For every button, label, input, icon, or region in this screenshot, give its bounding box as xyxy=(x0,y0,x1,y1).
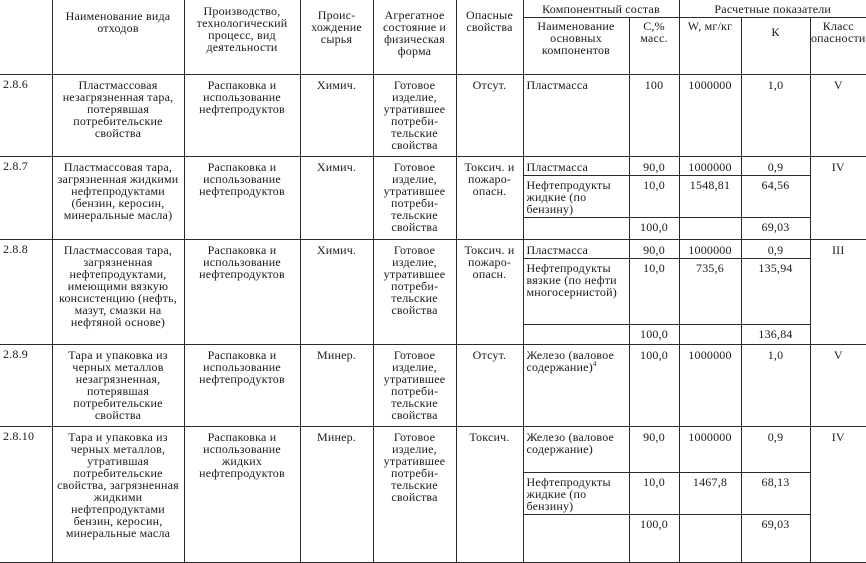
total-concentration: 100,0 xyxy=(629,515,679,563)
header-w: W, мг/кг xyxy=(679,18,741,75)
component-name: Пластмасса xyxy=(523,240,629,259)
row-number: 2.8.10 xyxy=(0,427,52,563)
row-origin: Химич. xyxy=(300,75,373,157)
header-component-name: Наименование основных компонентов xyxy=(523,18,629,75)
header-hazard: Опасные свойства xyxy=(456,0,523,75)
row-process: Распаковка и использование нефтепродуктов xyxy=(184,157,300,240)
component-k: 0,9 xyxy=(741,427,810,473)
row-hazard-class: V xyxy=(810,75,866,157)
header-state: Агрегатное состояние и физическая форма xyxy=(373,0,456,75)
row-process: Распаковка и использование нефтепродуктов xyxy=(184,75,300,157)
component-concentration: 10,0 xyxy=(629,259,679,325)
component-w: 1548,81 xyxy=(679,176,741,218)
row-number: 2.8.6 xyxy=(0,75,52,157)
component-k: 1,0 xyxy=(741,75,810,157)
component-w: 1467,8 xyxy=(679,473,741,515)
component-w: 1000000 xyxy=(679,75,741,157)
row-hazard: Отсут. xyxy=(456,75,523,157)
row-hazard: Токсич. xyxy=(456,427,523,563)
total-w-cell xyxy=(679,218,741,240)
row-hazard-class: III xyxy=(810,240,866,345)
row-waste-name: Пластмассовая тара, загрязненная нефтепродуктами, имеющими вязкую консистенцию (нефть, мазут, смазки на нефтяной основе) xyxy=(52,240,184,345)
component-name: Пластмасса xyxy=(523,75,629,157)
row-origin: Минер. xyxy=(300,345,373,427)
footnote-marker: 4 xyxy=(592,360,597,368)
component-concentration: 90,0 xyxy=(629,157,679,176)
component-name: Нефтепродукты жидкие (по бензину) xyxy=(523,473,629,515)
table-row xyxy=(0,75,866,157)
component-k: 1,0 xyxy=(741,345,810,427)
row-hazard-class: IV xyxy=(810,427,866,563)
row-hazard: Токсич. и пожароопасн. xyxy=(456,157,523,240)
header-hazard-class: Класс опасности xyxy=(810,18,866,75)
row-origin: Химич. xyxy=(300,240,373,345)
total-k: 69,03 xyxy=(741,218,810,240)
component-w: 1000000 xyxy=(679,345,741,427)
row-number: 2.8.9 xyxy=(0,345,52,427)
component-w: 735,6 xyxy=(679,259,741,325)
row-origin: Химич. xyxy=(300,157,373,240)
total-k: 69,03 xyxy=(741,515,810,563)
component-name: Нефтепродукты жидкие (по бензину) xyxy=(523,176,629,218)
row-state: Готовое изделие, утратившее потребительские свойства xyxy=(373,345,456,427)
header-origin: Происхождение сырья xyxy=(300,0,373,75)
row-hazard: Отсут. xyxy=(456,345,523,427)
total-concentration: 100,0 xyxy=(629,325,679,345)
total-k: 136,84 xyxy=(741,325,810,345)
total-label-cell xyxy=(523,218,629,240)
total-concentration: 100,0 xyxy=(629,218,679,240)
component-concentration: 100 xyxy=(629,75,679,157)
header-k: К xyxy=(741,18,810,75)
header-process: Производство, технологический процесс, вид деятельности xyxy=(184,0,300,75)
component-name xyxy=(523,345,629,427)
component-w: 1000000 xyxy=(679,240,741,259)
header-concentration: С,% масс. xyxy=(629,18,679,75)
header-name: Наименование вида отходов xyxy=(52,0,184,75)
table-row xyxy=(0,345,866,427)
component-name: Пластмасса xyxy=(523,157,629,176)
row-process: Распаковка и использование нефтепродуктов xyxy=(184,240,300,345)
header-calc-group: Расчетные показатели xyxy=(679,0,866,18)
component-concentration: 10,0 xyxy=(629,176,679,218)
component-concentration: 100,0 xyxy=(629,345,679,427)
component-k: 0,9 xyxy=(741,240,810,259)
row-hazard-class: IV xyxy=(810,157,866,240)
component-w: 1000000 xyxy=(679,427,741,473)
row-state: Готовое изделие, утратившее потребительские свойства xyxy=(373,240,456,345)
component-w: 1000000 xyxy=(679,157,741,176)
component-k: 64,56 xyxy=(741,176,810,218)
total-w-cell xyxy=(679,515,741,563)
total-w-cell xyxy=(679,325,741,345)
row-waste-name: Пластмассовая незагрязненная тара, потерявшая потребительские свойства xyxy=(52,75,184,157)
component-k: 0,9 xyxy=(741,157,810,176)
component-concentration: 10,0 xyxy=(629,473,679,515)
table-row xyxy=(0,240,866,259)
row-number: 2.8.8 xyxy=(0,240,52,345)
row-hazard-class: V xyxy=(810,345,866,427)
component-name: Железо (валовое содержание) xyxy=(523,427,629,473)
total-label-cell xyxy=(523,325,629,345)
row-state: Готовое изделие, утратившее потребительские свойства xyxy=(373,75,456,157)
row-number: 2.8.7 xyxy=(0,157,52,240)
row-origin: Минер. xyxy=(300,427,373,563)
row-process: Распаковка и использование нефтепродуктов xyxy=(184,345,300,427)
row-state: Готовое изделие, утратившее потребительские свойства xyxy=(373,427,456,563)
component-name: Нефтепродукты вязкие (по нефти многосернистой) xyxy=(523,259,629,325)
component-k: 68,13 xyxy=(741,473,810,515)
row-waste-name: Тара и упаковка из черных металлов незагрязненная, потерявшая потребительские свойства xyxy=(52,345,184,427)
component-k: 135,94 xyxy=(741,259,810,325)
header-number-cell xyxy=(0,0,52,75)
component-name-text: Железо (валовое содержание) xyxy=(526,348,615,374)
row-process: Распаковка и использование жидких нефтепродуктов xyxy=(184,427,300,563)
table-row xyxy=(0,157,866,176)
row-hazard: Токсич. и пожароопасн. xyxy=(456,240,523,345)
total-label-cell xyxy=(523,515,629,563)
header-composition-group: Компонентный состав xyxy=(523,0,679,18)
table-row xyxy=(0,427,866,473)
component-concentration: 90,0 xyxy=(629,240,679,259)
row-state: Готовое изделие, утратившее потребительские свойства xyxy=(373,157,456,240)
row-waste-name: Пластмассовая тара, загрязненная жидкими нефтепродуктами (бензин, керосин, минеральные масла) xyxy=(52,157,184,240)
component-concentration: 90,0 xyxy=(629,427,679,473)
row-waste-name: Тара и упаковка из черных металлов, утратившая потребительские свойства, загрязненная жидкими нефтепродуктами бензин, керосин, минеральные масла xyxy=(52,427,184,563)
